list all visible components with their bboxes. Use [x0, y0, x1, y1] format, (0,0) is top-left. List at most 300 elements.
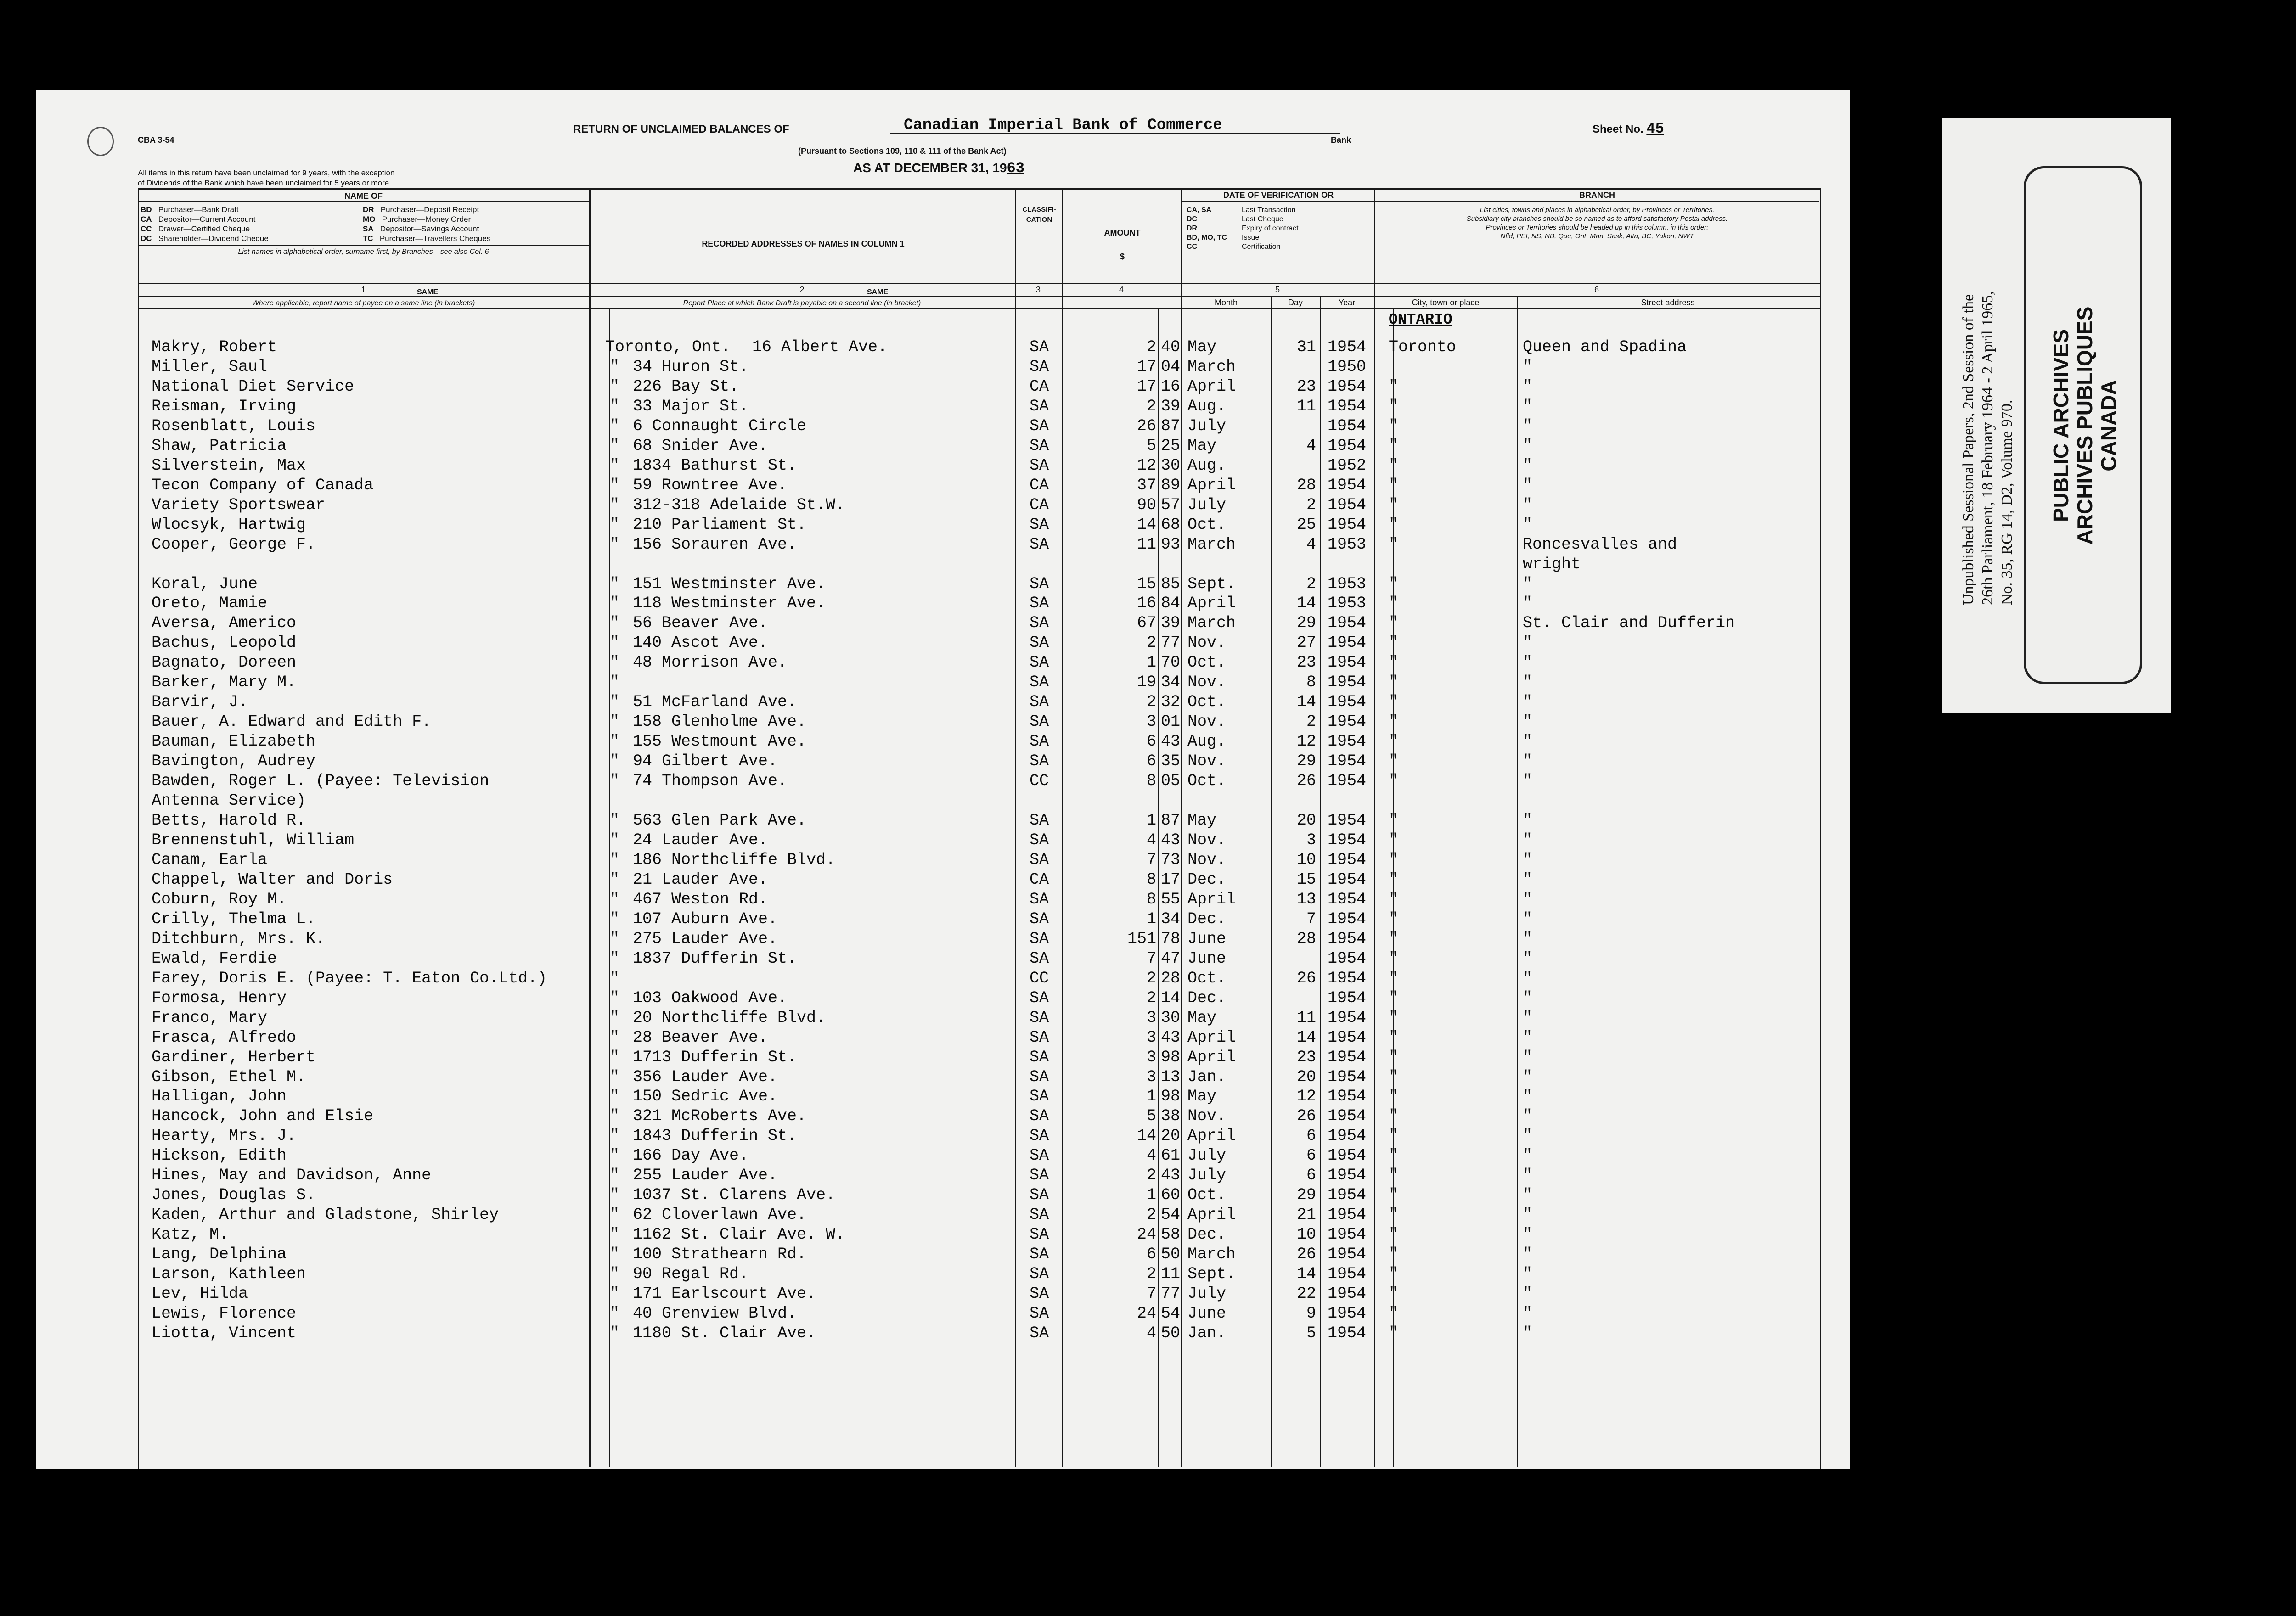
cell-cls: SA [1029, 1265, 1049, 1284]
cell-ditto: " [610, 515, 620, 534]
cell-addr: 210 Parliament St. [633, 515, 807, 534]
cell-year: 1954 [1327, 1206, 1366, 1224]
cell-cls: SA [1029, 1067, 1049, 1086]
cell-name: Tecon Company of Canada [152, 476, 374, 494]
cell-year: 1954 [1327, 1186, 1366, 1205]
cell-month: Oct. [1187, 693, 1227, 712]
col-number: 3 [1035, 285, 1041, 294]
table-row [36, 456, 1850, 476]
cell-dol: 15 [1137, 574, 1156, 593]
cell-ditto: " [610, 1008, 620, 1027]
cell-year: 1954 [1327, 949, 1366, 968]
cell-year: 1953 [1327, 594, 1366, 613]
amount-header: AMOUNT [1104, 228, 1141, 237]
cell-dol: 3 [1146, 1067, 1156, 1086]
cell-month: April [1187, 594, 1236, 613]
cell-ditto: " [610, 1107, 620, 1126]
cell-month: April [1187, 1206, 1236, 1224]
cell-name: Silverstein, Max [152, 456, 306, 475]
cell-cls: CC [1029, 772, 1049, 791]
cell-name: Betts, Harold R. [152, 811, 306, 830]
cell-cts: 40 [1161, 338, 1181, 356]
cell-addr: 1037 St. Clarens Ave. [633, 1186, 836, 1205]
cell-addr: 28 Beaver Ave. [633, 1028, 768, 1047]
cell-dol: 6 [1146, 732, 1156, 751]
cell-street: " [1523, 1048, 1533, 1066]
cell-cts: 39 [1161, 397, 1181, 415]
cell-city: " [1389, 693, 1399, 712]
cell-addr: 24 Lauder Ave. [633, 831, 768, 849]
cell-name: Rosenblatt, Louis [152, 416, 316, 435]
cell-year: 1954 [1327, 988, 1366, 1007]
cell-day: 4 [1306, 436, 1316, 455]
cell-ditto: " [610, 1186, 620, 1205]
cell-dol: 151 [1127, 929, 1156, 948]
table-row [36, 831, 1850, 851]
cell-city: " [1389, 574, 1399, 593]
cell-city: " [1389, 653, 1399, 672]
cell-addr: 103 Oakwood Ave. [633, 988, 788, 1007]
cell-city: " [1389, 594, 1399, 613]
table-row [36, 397, 1850, 417]
cell-addr: 321 McRoberts Ave. [633, 1107, 807, 1126]
cell-month: March [1187, 1245, 1236, 1264]
cell-day: 12 [1296, 732, 1316, 751]
cell-day: 13 [1296, 890, 1316, 909]
cell-name: Jones, Douglas S. [152, 1186, 316, 1205]
cell-year: 1954 [1327, 1067, 1366, 1086]
table-row [36, 851, 1850, 870]
table-row [36, 575, 1850, 595]
cell-street: " [1523, 909, 1533, 928]
cell-year: 1954 [1327, 495, 1366, 514]
cell-cts: 60 [1161, 1186, 1181, 1205]
cell-street: " [1523, 732, 1533, 751]
table-row [36, 1324, 1850, 1344]
cell-dol: 24 [1137, 1304, 1156, 1323]
cell-city: " [1389, 988, 1399, 1007]
cell-city: " [1389, 456, 1399, 475]
cell-addr: 1843 Dufferin St. [633, 1127, 797, 1145]
cell-cls: SA [1029, 1087, 1049, 1106]
cell-addr: 156 Sorauren Ave. [633, 535, 797, 554]
cell-name: Makry, Robert [152, 338, 277, 356]
cell-addr: 312-318 Adelaide St.W. [633, 495, 845, 514]
cell-addr: 107 Auburn Ave. [633, 909, 778, 928]
cell-month: May [1187, 338, 1217, 356]
cell-cts: 25 [1161, 436, 1181, 455]
cell-ditto: " [610, 988, 620, 1007]
cell-month: May [1187, 1087, 1217, 1106]
cell-month: July [1187, 1146, 1227, 1165]
dollar-sign: $ [1120, 252, 1125, 261]
table-row [36, 772, 1850, 791]
cell-street: " [1523, 594, 1533, 613]
cell-dol: 5 [1146, 1107, 1156, 1126]
cell-cls: SA [1029, 1225, 1049, 1244]
cell-addr: 20 Northcliffe Blvd. [633, 1008, 826, 1027]
cell-day: 26 [1296, 1245, 1316, 1264]
cell-addr: 255 Lauder Ave. [633, 1166, 778, 1185]
cell-ditto: " [610, 1146, 620, 1165]
table-row [36, 1068, 1850, 1088]
table-row [36, 1166, 1850, 1186]
cell-cts: 43 [1161, 831, 1181, 849]
cell-street: " [1523, 416, 1533, 435]
cell-cls: CA [1029, 377, 1049, 396]
cell-year: 1954 [1327, 673, 1366, 692]
cell-dol: 2 [1146, 969, 1156, 988]
table-row [36, 1146, 1850, 1166]
table-row [36, 476, 1850, 496]
cell-month: April [1187, 377, 1236, 396]
year-header: Year [1338, 298, 1356, 307]
cell-month: March [1187, 614, 1236, 633]
cell-cts: 47 [1161, 949, 1181, 968]
cell-addr: 150 Sedric Ave. [633, 1087, 778, 1106]
cell-cls: SA [1029, 850, 1049, 869]
cell-cls: SA [1029, 1285, 1049, 1303]
cell-month: March [1187, 535, 1236, 554]
sheet-number-label: Sheet No. 45 [1593, 120, 1664, 137]
cell-ditto: " [610, 653, 620, 672]
cell-addr: 100 Strathearn Rd. [633, 1245, 807, 1264]
cell-cls: SA [1029, 1127, 1049, 1145]
verification-codes: CA, SA Last Transaction DC Last Cheque DR Expiry of contract BD, MO, TC Issue CC Certification [1187, 206, 1299, 251]
cell-dol: 17 [1137, 357, 1156, 376]
table-row [36, 653, 1850, 673]
cell-addr: 467 Weston Rd. [633, 890, 768, 909]
table-row [36, 791, 1850, 811]
intro-note: All items in this return have been unclaimed for 9 years, with the exception of Dividends of the Bank which have been unclaimed for 5 years or more. [138, 168, 395, 187]
cell-cts: 30 [1161, 456, 1181, 475]
cell-street: " [1523, 870, 1533, 889]
bank-name-underline [890, 133, 1340, 134]
cell-cls: SA [1029, 752, 1049, 771]
table-row [36, 1186, 1850, 1206]
cell-cts: 30 [1161, 1008, 1181, 1027]
cell-addr: 226 Bay St. [633, 377, 739, 396]
cell-city: " [1389, 772, 1399, 791]
cell-day: 2 [1306, 713, 1316, 731]
cell-day: 26 [1296, 772, 1316, 791]
cell-cls: SA [1029, 1186, 1049, 1205]
cell-city: " [1389, 732, 1399, 751]
cell-day: 26 [1296, 1107, 1316, 1126]
cell-city: " [1389, 673, 1399, 692]
cell-cts: 58 [1161, 1225, 1181, 1244]
table-row [36, 417, 1850, 437]
bank-caption: Bank [1331, 135, 1351, 145]
cell-street: " [1523, 1127, 1533, 1145]
cell-dol: 6 [1146, 752, 1156, 771]
cell-addr: 166 Day Ave. [633, 1146, 749, 1165]
cell-dol: 6 [1146, 1245, 1156, 1264]
branch-province: ONTARIO [1389, 311, 1452, 328]
cell-year: 1954 [1327, 1166, 1366, 1185]
cell-addr: 1837 Dufferin St. [633, 949, 797, 968]
cell-cls: SA [1029, 1028, 1049, 1047]
cell-cls: SA [1029, 1008, 1049, 1027]
cell-name: Bachus, Leopold [152, 634, 297, 652]
cell-year: 1954 [1327, 929, 1366, 948]
cell-year: 1954 [1327, 1146, 1366, 1165]
cell-day: 9 [1306, 1304, 1316, 1323]
cell-year: 1954 [1327, 1225, 1366, 1244]
cell-year: 1954 [1327, 416, 1366, 435]
cell-month: Jan. [1187, 1324, 1227, 1342]
cell-addr: 90 Regal Rd. [633, 1265, 749, 1284]
cell-month: April [1187, 1048, 1236, 1066]
cell-name: Franco, Mary [152, 1008, 268, 1027]
cell-dol: 14 [1137, 515, 1156, 534]
city-header: City, town or place [1412, 298, 1480, 307]
cell-addr: 62 Cloverlawn Ave. [633, 1206, 807, 1224]
cell-cts: 20 [1161, 1127, 1181, 1145]
cell-name: Cooper, George F. [152, 535, 316, 554]
cell-street: " [1523, 772, 1533, 791]
table-row [36, 673, 1850, 693]
cell-cts: 87 [1161, 811, 1181, 830]
cell-cts: 43 [1161, 1166, 1181, 1185]
cell-city: " [1389, 1265, 1399, 1284]
cell-day: 29 [1296, 1186, 1316, 1205]
cell-year: 1954 [1327, 1324, 1366, 1342]
cell-name: Kaden, Arthur and Gladstone, Shirley [152, 1206, 499, 1224]
cell-city: " [1389, 890, 1399, 909]
cell-day: 11 [1296, 1008, 1316, 1027]
stamp-line: CANADA [2097, 380, 2121, 471]
cell-ditto: " [610, 673, 620, 692]
cell-cts: 28 [1161, 969, 1181, 988]
cell-cls: SA [1029, 1048, 1049, 1066]
cell-cts: 11 [1161, 1265, 1181, 1284]
cell-name: Hancock, John and Elsie [152, 1107, 374, 1126]
same-mark: SAME [417, 288, 439, 296]
cell-ditto: " [610, 969, 620, 988]
cell-name: Farey, Doris E. (Payee: T. Eaton Co.Ltd.) [152, 969, 547, 988]
cell-ditto: " [610, 594, 620, 613]
cell-city: " [1389, 1008, 1399, 1027]
cell-ditto: " [610, 456, 620, 475]
cell-cls: SA [1029, 1324, 1049, 1342]
cell-month: Dec. [1187, 909, 1227, 928]
cell-cts: 77 [1161, 1285, 1181, 1303]
branch-header: BRANCH [1579, 191, 1615, 200]
cell-month: Aug. [1187, 456, 1227, 475]
cell-dol: 16 [1137, 594, 1156, 613]
cell-dol: 8 [1146, 890, 1156, 909]
cell-ditto: " [610, 535, 620, 554]
cell-year: 1954 [1327, 1107, 1366, 1126]
table-row [36, 1107, 1850, 1127]
cell-street: " [1523, 1285, 1533, 1303]
cell-name: Wlocsyk, Hartwig [152, 515, 306, 534]
addresses-header: RECORDED ADDRESSES OF NAMES IN COLUMN 1 [702, 239, 905, 248]
cell-ditto: " [610, 397, 620, 415]
cell-cts: 05 [1161, 772, 1181, 791]
cell-cls: SA [1029, 574, 1049, 593]
cell-day: 29 [1296, 614, 1316, 633]
cell-month: May [1187, 811, 1217, 830]
cell-cts: 34 [1161, 673, 1181, 692]
cell-year: 1954 [1327, 752, 1366, 771]
cell-cls: SA [1029, 929, 1049, 948]
cell-day: 31 [1296, 338, 1316, 356]
cell-cts: 13 [1161, 1067, 1181, 1086]
cell-street: " [1523, 949, 1533, 968]
table-row [36, 555, 1850, 575]
cell-cts: 43 [1161, 1028, 1181, 1047]
cell-cls: SA [1029, 1245, 1049, 1264]
cell-name: Liotta, Vincent [152, 1324, 297, 1342]
cell-ditto: " [610, 476, 620, 494]
cell-name: Shaw, Patricia [152, 436, 287, 455]
cell-name: Katz, M. [152, 1225, 229, 1244]
cell-street: St. Clair and Dufferin [1523, 614, 1735, 633]
cell-addr: 56 Beaver Ave. [633, 614, 768, 633]
cell-city: " [1389, 1245, 1399, 1264]
cell-street: " [1523, 831, 1533, 849]
cell-cts: 84 [1161, 594, 1181, 613]
codes-right: DR Purchaser—Deposit Receipt MO Purchaser—Money Order SA Depositor—Savings Account TC Purchaser—Travellers Cheques [363, 205, 491, 243]
cell-name: Variety Sportswear [152, 495, 326, 514]
cell-name: Lang, Delphina [152, 1245, 287, 1264]
cell-cls: CC [1029, 969, 1049, 988]
cell-addr: 1834 Bathurst St. [633, 456, 797, 475]
cell-street: " [1523, 929, 1533, 948]
address-note: Report Place at which Bank Draft is payable on a second line (in bracket) [683, 299, 921, 307]
cell-year: 1954 [1327, 909, 1366, 928]
cell-year: 1954 [1327, 634, 1366, 652]
cell-year: 1954 [1327, 1008, 1366, 1027]
cell-ditto: " [610, 693, 620, 712]
cell-ditto: " [610, 949, 620, 968]
table-row [36, 752, 1850, 772]
cell-cts: 68 [1161, 515, 1181, 534]
cell-year: 1954 [1327, 732, 1366, 751]
cell-month: Dec. [1187, 988, 1227, 1007]
cell-day: 3 [1306, 831, 1316, 849]
cell-year: 1954 [1327, 338, 1366, 356]
cell-day: 28 [1296, 476, 1316, 494]
cell-cts: 57 [1161, 495, 1181, 514]
cell-ditto: " [610, 1265, 620, 1284]
cell-city: " [1389, 1028, 1399, 1047]
cell-addr: 48 Morrison Ave. [633, 653, 788, 672]
cell-cts: 50 [1161, 1245, 1181, 1264]
col-number: 4 [1119, 285, 1124, 294]
cell-ditto: " [610, 1067, 620, 1086]
cell-month: Nov. [1187, 673, 1227, 692]
cell-cls: SA [1029, 909, 1049, 928]
table-row [36, 1206, 1850, 1225]
cell-year: 1954 [1327, 1087, 1366, 1106]
cell-ditto: " [610, 614, 620, 633]
cell-street: " [1523, 1166, 1533, 1185]
cell-cts: 50 [1161, 1324, 1181, 1342]
cell-day: 22 [1296, 1285, 1316, 1303]
cell-ditto: " [610, 1087, 620, 1106]
act-note: (Pursuant to Sections 109, 110 & 111 of the Bank Act) [798, 146, 1007, 156]
date-verification-header: DATE OF VERIFICATION OR [1223, 191, 1334, 200]
cell-addr: 74 Thompson Ave. [633, 772, 788, 791]
cell-addr: 68 Snider Ave. [633, 436, 768, 455]
branch-city: Toronto [1389, 338, 1457, 356]
cell-year: 1953 [1327, 535, 1366, 554]
cell-dol: 14 [1137, 1127, 1156, 1145]
cell-cls: CA [1029, 476, 1049, 494]
cell-month: Dec. [1187, 870, 1227, 889]
cell-dol: 8 [1146, 870, 1156, 889]
cell-ditto: " [610, 357, 620, 376]
cell-dol: 7 [1146, 1285, 1156, 1303]
bank-name: Canadian Imperial Bank of Commerce [904, 117, 1222, 134]
cell-day: 6 [1306, 1166, 1316, 1185]
cell-ditto: " [610, 1245, 620, 1264]
cell-ditto: " [610, 1225, 620, 1244]
cell-year: 1954 [1327, 811, 1366, 830]
cell-year: 1952 [1327, 456, 1366, 475]
cell-city: " [1389, 909, 1399, 928]
cell-dol: 5 [1146, 436, 1156, 455]
cell-ditto: " [610, 909, 620, 928]
cell-ditto: " [610, 1285, 620, 1303]
table-row [36, 1127, 1850, 1146]
cell-dol: 12 [1137, 456, 1156, 475]
col-number: 6 [1594, 285, 1599, 294]
cell-cls: SA [1029, 890, 1049, 909]
cell-day: 6 [1306, 1146, 1316, 1165]
cell-month: April [1187, 890, 1236, 909]
cell-cls: SA [1029, 732, 1049, 751]
cell-ditto: " [610, 1048, 620, 1066]
cell-name: Hines, May and Davidson, Anne [152, 1166, 432, 1185]
cell-month: Jan. [1187, 1067, 1227, 1086]
cell-day: 20 [1296, 1067, 1316, 1086]
codes-left: BD Purchaser—Bank Draft CA Depositor—Current Account CC Drawer—Certified Cheque DC Shareholder—Dividend Cheque [141, 205, 269, 243]
cell-street: " [1523, 1186, 1533, 1205]
stamp-line: PUBLIC ARCHIVES [2049, 329, 2073, 522]
cell-day: 11 [1296, 397, 1316, 415]
cell-addr: 6 Connaught Circle [633, 416, 807, 435]
cell-city: " [1389, 969, 1399, 988]
cell-addr: 16 Albert Ave. [752, 338, 888, 356]
same-mark: SAME [867, 288, 889, 296]
cell-dol: 2 [1146, 693, 1156, 712]
cell-day: 12 [1296, 1087, 1316, 1106]
cell-dol: 2 [1146, 338, 1156, 356]
cell-month: May [1187, 1008, 1217, 1027]
cell-cls: SA [1029, 614, 1049, 633]
cell-dol: 3 [1146, 1008, 1156, 1027]
table-row [36, 870, 1850, 890]
cell-name: Barker, Mary M. [152, 673, 297, 692]
cell-cts: 55 [1161, 890, 1181, 909]
cell-year: 1954 [1327, 693, 1366, 712]
cell-ditto: " [610, 1028, 620, 1047]
cell-month: Oct. [1187, 1186, 1227, 1205]
cell-name: Bauman, Elizabeth [152, 732, 316, 751]
cell-street: " [1523, 436, 1533, 455]
archive-citation: Unpublished Sessional Papers, 2nd Session of the 26th Parliament, 18 February 1964 - 2 April 1965, No. 35, RG 14, D2, Volume 970. [1960, 291, 2015, 605]
cell-month: April [1187, 1127, 1236, 1145]
cell-cls: SA [1029, 988, 1049, 1007]
cell-cls: SA [1029, 634, 1049, 652]
cell-cls: SA [1029, 949, 1049, 968]
cell-city: " [1389, 1067, 1399, 1086]
cell-month: July [1187, 1166, 1227, 1185]
